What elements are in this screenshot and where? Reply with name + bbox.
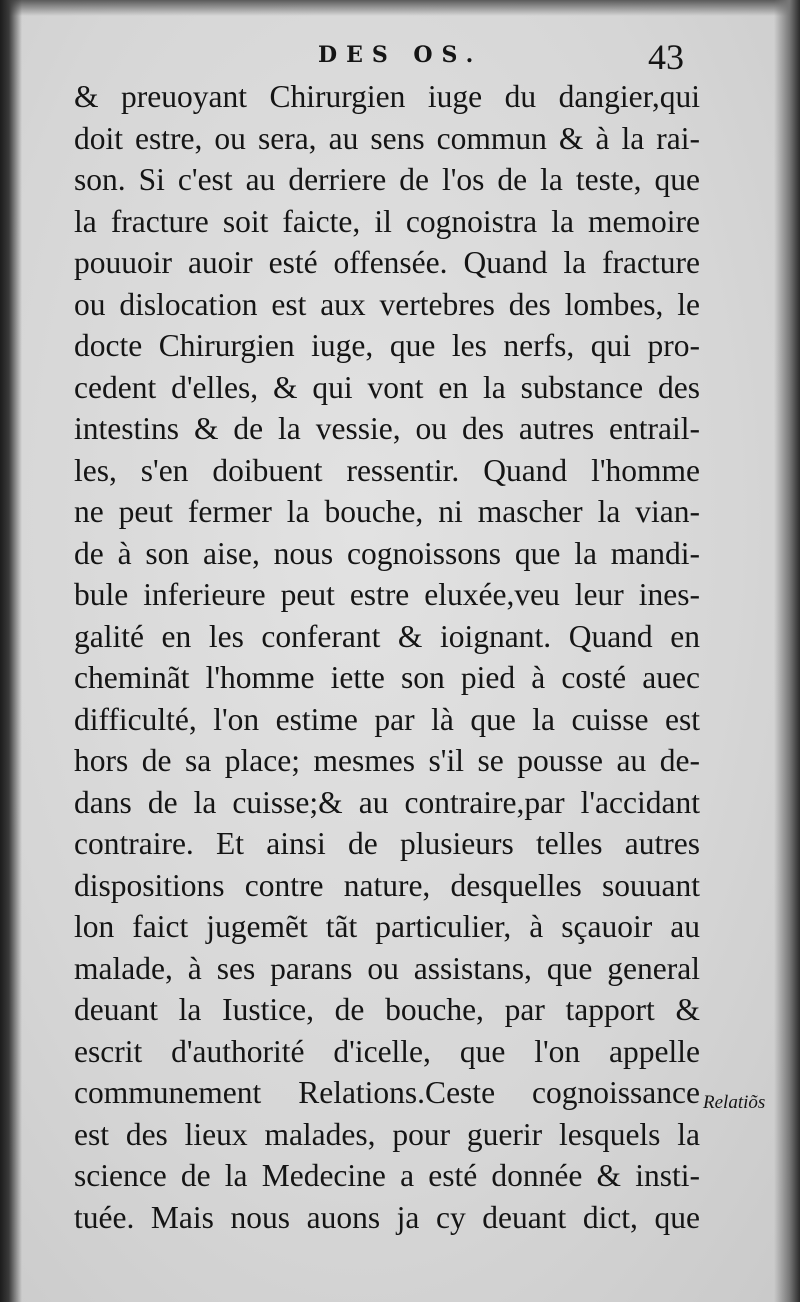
- text-line: deuant la Iustice, de bouche, par tapport &: [74, 992, 700, 1027]
- page-number: 43: [648, 37, 684, 77]
- text-line: les, s'en doibuent ressentir. Quand l'homme: [74, 452, 700, 488]
- text-line: science de la Medecine a esté donnée & insti-: [74, 1158, 700, 1193]
- text-line: galité en les conferant & ioignant. Quand en: [74, 618, 700, 654]
- text-line: malade, à ses parans ou assistans, que general: [74, 950, 700, 986]
- text-line: son. Si c'est au derriere de l'os de la teste, que: [74, 162, 700, 197]
- running-head: DES OS.: [318, 42, 483, 68]
- text-line: intestins & de la vessie, ou des autres entrail-: [74, 411, 700, 446]
- text-line: lon faict jugemẽt tãt particulier, à sçauoir au: [74, 909, 700, 944]
- body-text: [74, 76, 700, 1238]
- text-line: de à son aise, nous cognoissons que la mandi-: [74, 535, 700, 571]
- text-line: contraire. Et ainsi de plusieurs telles autres: [74, 826, 700, 861]
- page-left-shadow: [0, 0, 22, 1302]
- text-line: dans de la cuisse;& au contraire,par l'accidant: [74, 784, 700, 820]
- text-line: communement Relations.Ceste cognoissance: [74, 1075, 700, 1110]
- text-line: pouuoir auoir esté offensée. Quand la fracture: [74, 245, 700, 280]
- text-line: dispositions contre nature, desquelles souuant: [74, 867, 700, 903]
- text-line: tuée. Mais nous auons ja cy deuant dict, que: [74, 1199, 700, 1235]
- text-line: hors de sa place; mesmes s'il se pousse au de-: [74, 743, 700, 778]
- margin-note: Relatiõs: [703, 1092, 766, 1113]
- text-line: & preuoyant Chirurgien iuge du dangier,qui: [74, 79, 700, 114]
- text-line: escrit d'authorité d'icelle, que l'on appelle: [74, 1033, 700, 1069]
- text-line: la fracture soit faicte, il cognoistra la memoire: [74, 203, 700, 239]
- text-line: doit estre, ou sera, au sens commun & à la rai-: [74, 120, 700, 156]
- text-line: bule inferieure peut estre eluxée,veu leur ines-: [74, 577, 700, 612]
- text-line: cedent d'elles, & qui vont en la substance des: [74, 369, 700, 405]
- text-line: docte Chirurgien iuge, que les nerfs, qui pro-: [74, 328, 700, 363]
- text-line: cheminãt l'homme iette son pied à costé auec: [74, 660, 700, 695]
- page-top-shadow: [0, 0, 800, 16]
- text-line: ou dislocation est aux vertebres des lombes, le: [74, 286, 700, 322]
- text-line: est des lieux malades, pour guerir lesquels la: [74, 1116, 700, 1152]
- page-right-shadow: [774, 0, 800, 1302]
- text-line: ne peut fermer la bouche, ni mascher la vian-: [74, 494, 700, 529]
- text-line: difficulté, l'on estime par là que la cuisse est: [74, 701, 700, 737]
